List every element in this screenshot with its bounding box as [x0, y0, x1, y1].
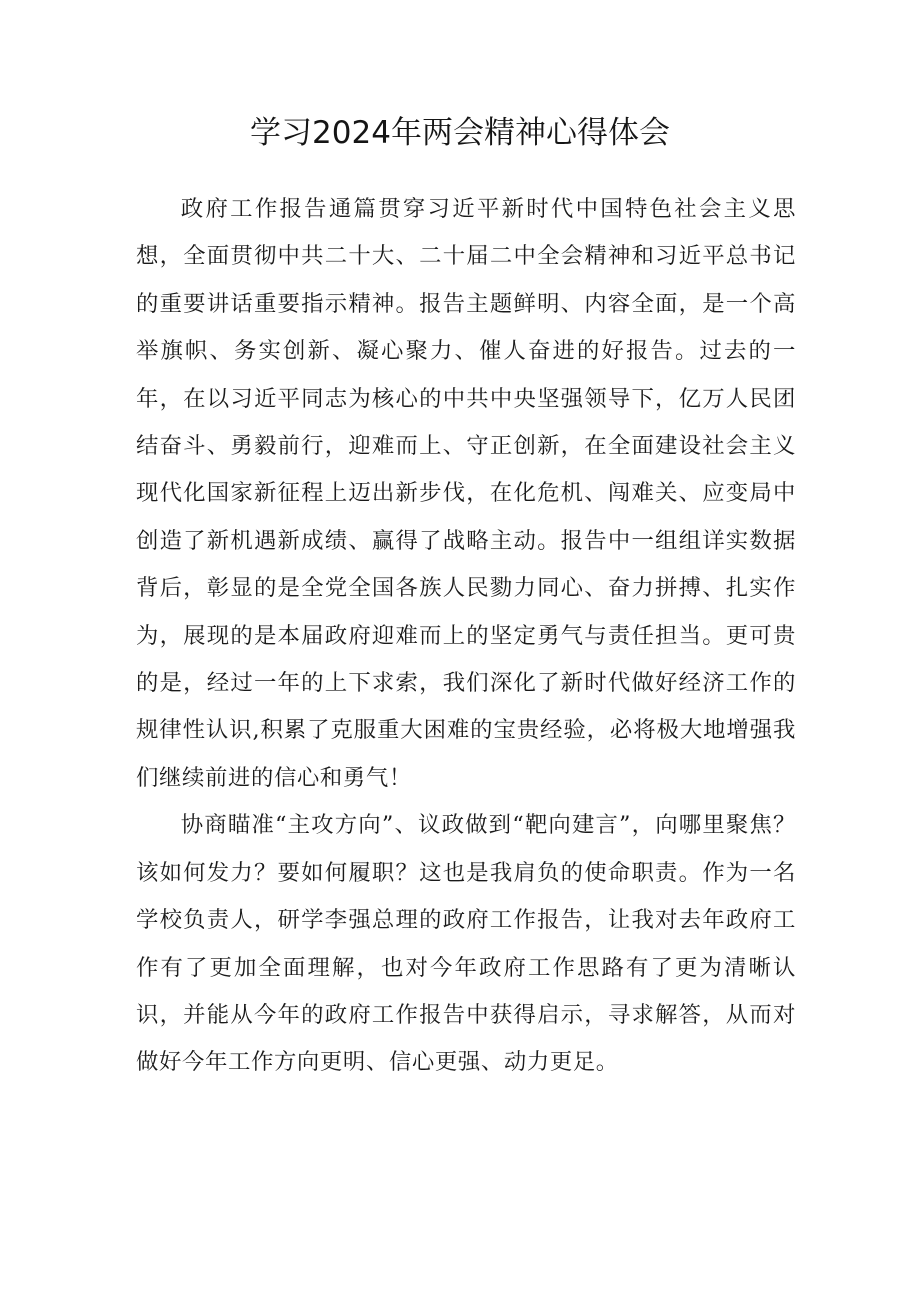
document-title: 学习2024年两会精神心得体会 — [250, 115, 670, 151]
paragraph-1: 政府工作报告通篇贯穿习近平新时代中国特色社会主义思想，全面贯彻中共二十大、二十届二中全会精神和习近平总书记的重要讲话重要指示精神。报告主题鲜明、内容全面，是一个高举旗帜、务实创新、凝心聚力、催人奋进的好报告。过去的一年，在以习近平同志为核心的中共中央坚强领导下，亿万人民团结奋斗、勇毅前行，迎难而上、守正创新，在全面建设社会主义现代化国家新征程上迈出新步伐，在化危机、闯难关、应变局中创造了新机遇新成绩、赢得了战略主动。报告中一组组详实数据背后，彰显的是全党全国各族人民勠力同心、奋力拼搏、扎实作为，展现的是本届政府迎难而上的坚定勇气与责任担当。更可贵的是，经过一年的上下求索，我们深化了新时代做好经济工作的规律性认识,积累了克服重大困难的宝贵经验，必将极大地增强我们继续前进的信心和勇气！ — [136, 196, 796, 791]
document-body — [136, 186, 796, 1087]
paragraph-2: 协商瞄准“主攻方向”、议政做到“靶向建言”，向哪里聚焦？该如何发力？要如何履职？这也是我肩负的使命职责。作为一名学校负责人，研学李强总理的政府工作报告，让我对去年政府工作有了更加全面理解，也对今年政府工作思路有了更为清晰认识，并能从今年的政府工作报告中获得启示，寻求解答，从而对做好今年工作方向更明、信心更强、动力更足。 — [136, 812, 796, 1076]
